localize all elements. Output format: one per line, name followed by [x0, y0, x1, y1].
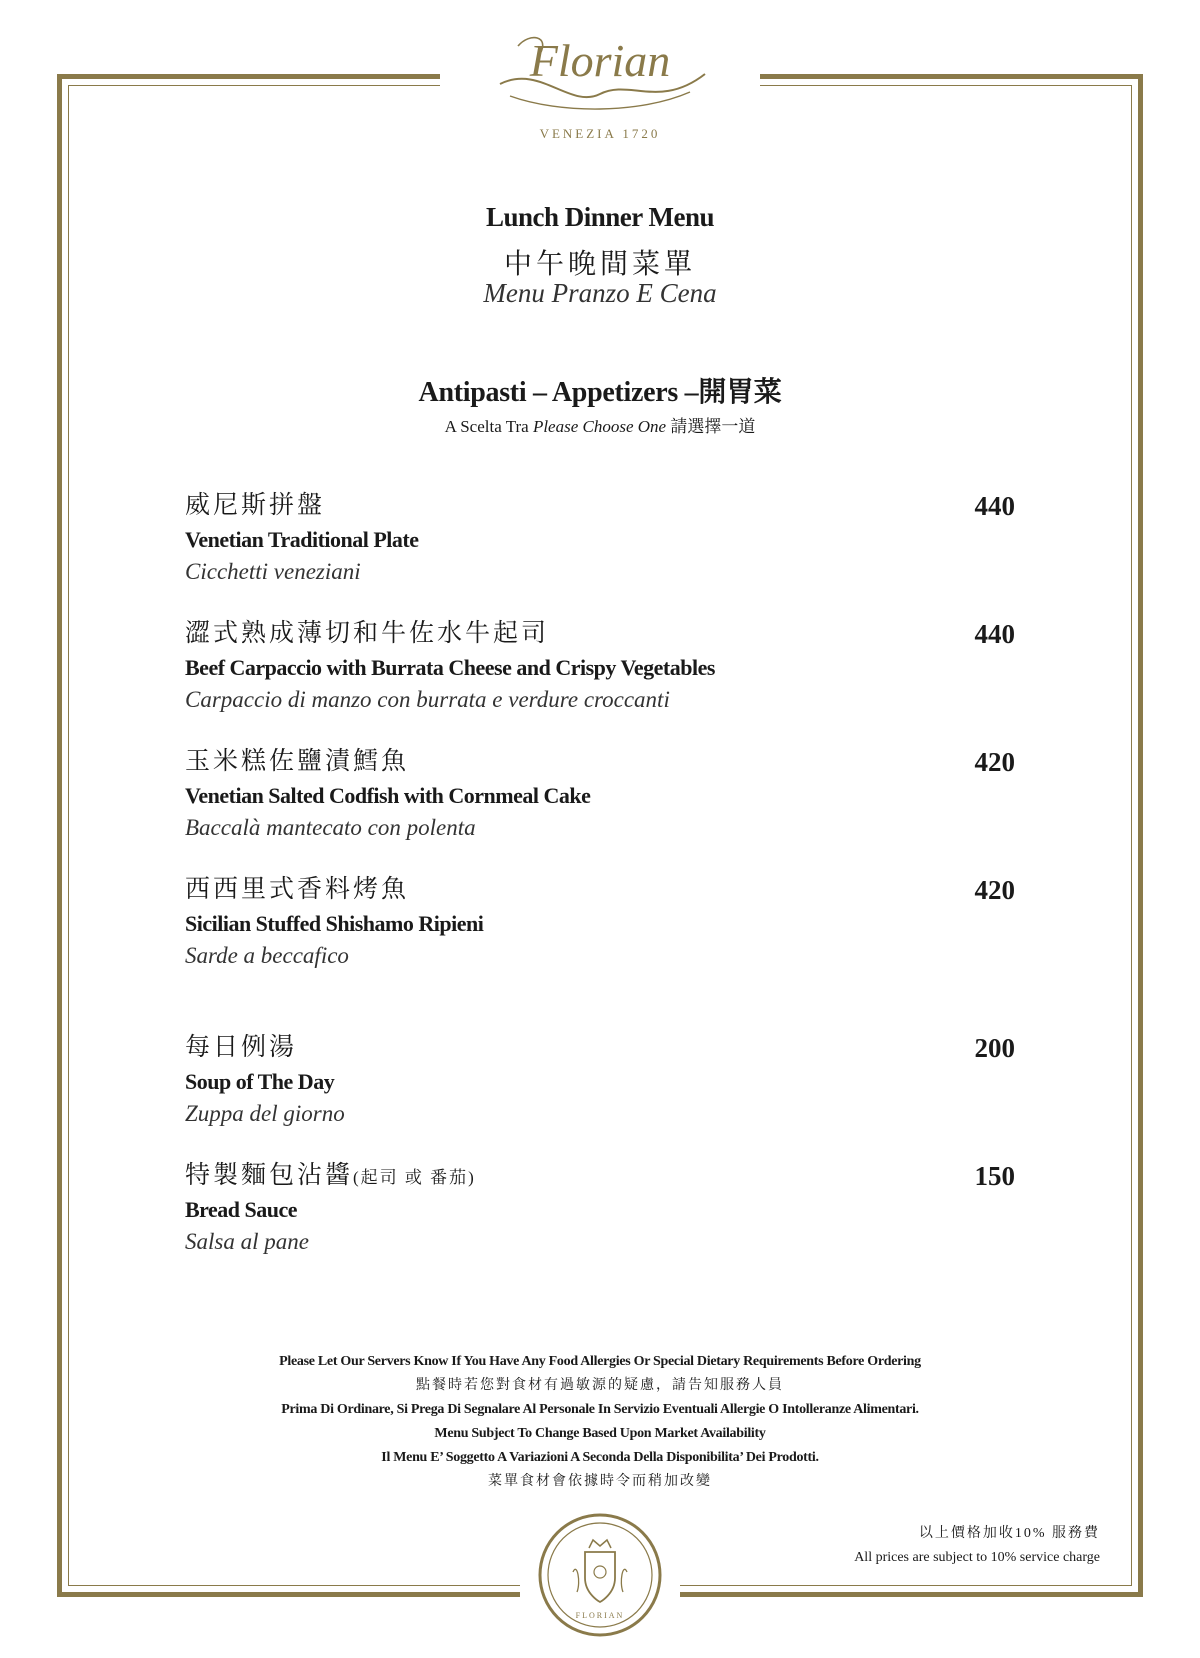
item-name-zh: 每日例湯	[185, 1034, 298, 1061]
allergy-note-it: Prima Di Ordinare, Si Prega Di Segnalare Al Personale In Servizio Eventuali Allergie O Intolleranze Alimentari.	[281, 1402, 919, 1417]
item-name-it: Zuppa del giorno	[185, 1101, 345, 1126]
item-price: 200	[974, 1033, 1015, 1063]
item-price: 150	[974, 1161, 1015, 1191]
item-name-en: Venetian Traditional Plate	[185, 527, 419, 552]
change-note-en: Menu Subject To Change Based Upon Market Availability	[434, 1426, 766, 1441]
item-name-zh: 威尼斯拼盤	[185, 492, 326, 519]
item-name-zh: 西西里式香料烤魚	[185, 876, 410, 903]
menu-item	[185, 616, 1015, 744]
item-name-zh: 玉米糕佐鹽漬鱈魚	[185, 748, 410, 775]
menu-title-zh: 中午晚間菜單	[503, 249, 696, 280]
item-name-en: Venetian Salted Codfish with Cornmeal Cake	[185, 783, 591, 808]
florian-seal-icon	[537, 1512, 663, 1638]
item-price: 440	[974, 619, 1015, 649]
service-charge-note	[854, 1522, 1100, 1570]
menu-item	[185, 1030, 1015, 1158]
section-title: Antipasti – Appetizers –開胃菜	[418, 377, 782, 408]
section-note-en: Please Choose One	[532, 417, 667, 436]
item-price: 420	[974, 875, 1015, 905]
item-name-en: Sicilian Stuffed Shishamo Ripieni	[185, 911, 484, 936]
item-name-it: Salsa al pane	[185, 1229, 309, 1254]
item-name-en: Bread Sauce	[185, 1197, 298, 1222]
florian-logo	[480, 14, 720, 154]
logo-subtitle: VENEZIA 1720	[539, 126, 661, 141]
allergy-note-en: Please Let Our Servers Know If You Have Any Food Allergies Or Special Dietary Requirements Before Ordering	[279, 1354, 921, 1369]
service-charge-zh: 以上價格加收10% 服務費	[918, 1526, 1100, 1541]
item-name-it: Cicchetti veneziani	[185, 559, 361, 584]
menu-title: Lunch Dinner Menu	[485, 202, 715, 232]
allergy-note-zh: 點餐時若您對食材有過敏源的疑慮，請告知服務人員	[416, 1378, 784, 1393]
menu-item	[185, 1158, 1015, 1286]
florian-logo-mark	[480, 14, 720, 124]
item-name-it: Baccalà mantecato con polenta	[185, 815, 476, 840]
menu-item	[185, 744, 1015, 872]
section-note-zh: 請選擇一道	[670, 417, 756, 436]
item-name-en: Soup of The Day	[185, 1069, 335, 1094]
menu-title-it: Menu Pranzo E Cena	[483, 278, 717, 308]
section-note	[0, 412, 1200, 437]
item-option-note: (起司 或 番茄)	[353, 1168, 476, 1187]
change-note-it: Il Menu E’ Soggetto A Variazioni A Seconda Della Disponibilita’ Dei Prodotti.	[381, 1450, 819, 1465]
service-charge-en: All prices are subject to 10% service charge	[854, 1550, 1100, 1565]
item-name-it: Sarde a beccafico	[185, 943, 349, 968]
seal-text: FLORIAN	[575, 1611, 625, 1620]
item-name-en: Beef Carpaccio with Burrata Cheese and Crispy Vegetables	[185, 655, 715, 680]
item-name-it: Carpaccio di manzo con burrata e verdure croccanti	[185, 687, 670, 712]
section-note-prefix: A Scelta Tra	[444, 417, 529, 436]
footer-notes	[0, 1350, 1200, 1494]
item-price: 440	[974, 491, 1015, 521]
menu-items	[185, 488, 1015, 1286]
logo-wordmark: Florian	[529, 35, 671, 86]
item-name-zh	[185, 1158, 1015, 1194]
menu-item	[185, 488, 1015, 616]
item-name-zh-text: 特製麵包沾醬	[185, 1162, 354, 1189]
change-note-zh: 菜單食材會依據時令而稍加改變	[488, 1474, 712, 1489]
item-name-zh: 澀式熟成薄切和牛佐水牛起司	[185, 620, 550, 647]
menu-item	[185, 872, 1015, 1000]
item-price: 420	[974, 747, 1015, 777]
